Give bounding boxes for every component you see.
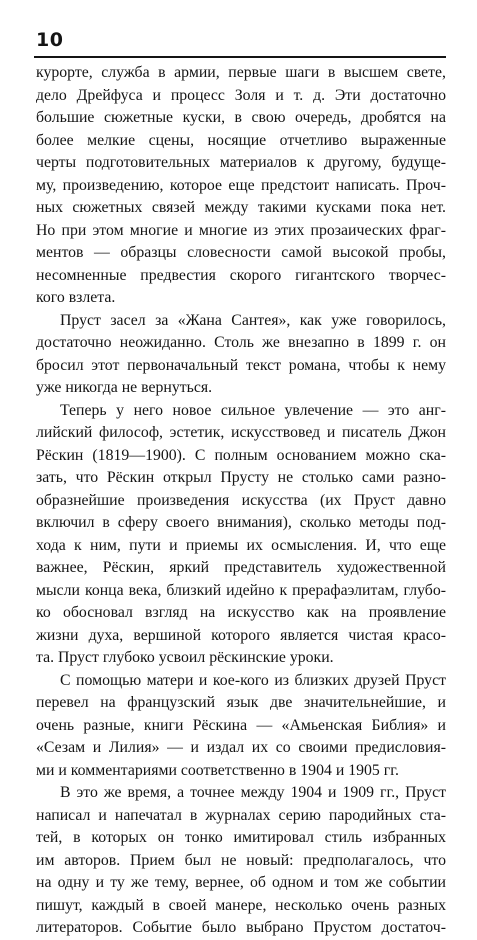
text-line: образнейшие произведения искусства (их Пруст давно [36,491,446,509]
text-line: им авторов. Прием был не новый: предполагалось, что [36,851,446,869]
text-line: хода к ним, пути и приемы их осмысления. И, что еще [36,536,446,554]
text-line: та. Пруст глубоко усвоил рёскинские уроки. [36,649,334,666]
text-line: черты подготовительных материалов к другому, будуще- [36,154,446,171]
text-line: му, произведению, которое еще предстоит написать. Проч- [36,176,446,194]
body-text [36,62,446,940]
text-line: дело Дрейфуса и процесс Золя и т. д. Эти достаточно [36,86,446,104]
text-line: бросил этот первоначальный текст романа, чтобы к нему [36,356,446,374]
text-line: кого взлета. [36,289,116,306]
text-line: уже никогда не вернуться. [36,379,213,396]
text-line: ментов — образцы словесности самой высокой пробы, [36,244,446,261]
text-line: мысли конца века, близкий идейно к прерафаэлитам, глубо- [36,581,446,599]
text-line: включил в сферу своего внимания), сколько методы под- [36,514,446,531]
paragraph [36,400,446,670]
text-line: лийский философ, эстетик, искусствовед и писатель Джон [36,424,446,441]
text-line: курорте, служба в армии, первые шаги в высшем свете, [36,64,446,81]
page-number: 10 [36,29,64,51]
text-line: достаточно неожиданно. Столь же внезапно в 1899 г. он [36,334,446,351]
text-line: Теперь у него новое сильное увлечение — это анг- [60,401,446,419]
header-rule [34,56,446,58]
paragraph [36,782,446,940]
text-line: несомненные предвестия скорого гигантского творчес- [36,266,446,284]
text-line: Рёскин (1819—1900). С полным основанием можно ска- [36,446,446,464]
text-line: Но при этом многие и многие из этих прозаических фраг- [36,221,446,239]
text-line: ми и комментариями соответственно в 1904 и 1905 гг. [36,761,399,779]
text-line: перевел на французский язык две значительнейшие, и [36,694,446,711]
text-line: написал и напечатал в журналах серию пародийных ста- [36,806,446,824]
paragraph [36,670,446,783]
page-header [34,26,446,58]
text-line: тей, в которых он тонко имитировал стиль избранных [36,829,446,846]
text-line: С помощью матери и кое-кого из близких друзей Пруст [60,671,446,689]
paragraph [36,310,446,400]
text-line: ко обосновал взгляд на искусство как на проявление [36,604,446,621]
text-line: жизни духа, вершиной которого является чистая красо- [36,626,446,644]
text-line: зать, что Рёскин открыл Прусту не столько сами разно- [36,469,446,486]
text-line: ных сюжетных связей между такими кусками пока нет. [36,199,446,216]
text-line: «Сезам и Лилия» — и издал их со своими предисловия- [36,739,446,756]
text-line: на одну и ту же тему, вернее, об одном и том же событии [36,874,446,891]
text-line: пишут, каждый в своей манере, несколько очень разных [36,896,446,914]
text-line: В это же время, а точнее между 1904 и 1909 гг., Пруст [60,784,446,801]
text-line: очень разные, книги Рёскина — «Амьенская Библия» и [36,716,446,734]
text-line: Пруст засел за «Жана Сантея», как уже говорилось, [60,311,446,329]
text-line: более мелкие сцены, носящие отчетливо выраженные [36,131,446,149]
paragraph [36,62,446,310]
text-line: большие сюжетные куски, в свою очередь, дробятся на [36,109,446,126]
text-line: важнее, Рёскин, яркий представитель художественной [36,559,446,576]
text-line: литераторов. Событие было выбрано Прустом достаточ- [36,919,446,936]
